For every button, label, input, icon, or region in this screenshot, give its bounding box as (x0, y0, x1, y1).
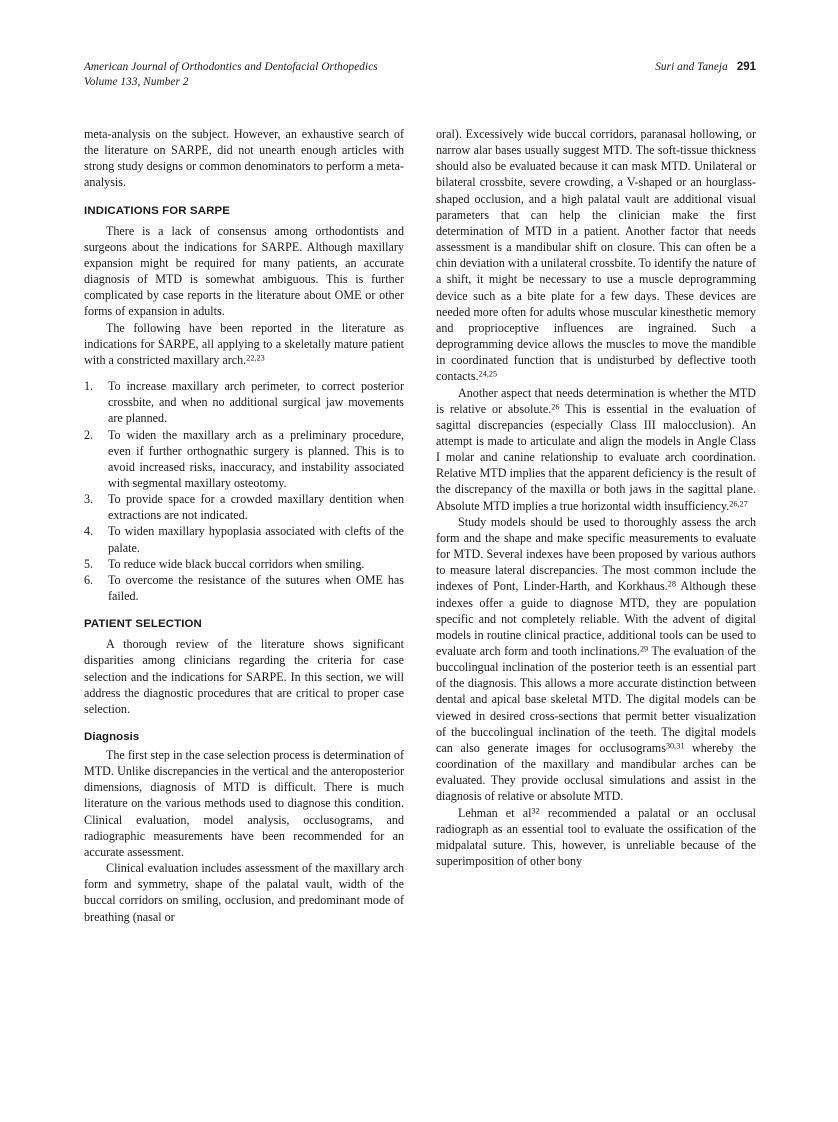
paragraph-study-text-2: Although these indexes offer a guide to diagnose MTD, they are population specific and not completely reliable. With the advent of digital models in routine clinical practice, additional tools can be used to evaluate arch form and tooth inclinations. (436, 579, 756, 658)
paragraph-following-text: The following have been reported in the literature as indications for SARPE, all applying to a skeletally mature patient with a constricted maxillary arch. (84, 320, 404, 367)
paragraph-lehman-text-1: Lehman et al (458, 805, 532, 820)
list-item: To increase maxillary arch perimeter, to correct posterior crossbite, and when no additional surgical jaw movements are planned. (108, 379, 404, 426)
paragraph-another-text-1: Another aspect that needs determination is whether the MTD is relative or absolute. (436, 385, 756, 416)
paragraph-study-text-4: whereby the coordination of the maxillary and mandibular arches can be evaluated. They provide occlusal simulations and assist in the diagnosis of relative or absolute MTD. (436, 740, 756, 804)
running-head-authors: Suri and Taneja (655, 61, 728, 73)
paragraph-another-text-2: This is essential in the evaluation of sagittal discrepancies (especially Class III malocclusion). An attempt is made to articulate and align the models in Angle Class I molar and canine relationship to evaluate arch coordination. Relative MTD implies that the apparent deficiency is the result of the discrepancy of the maxilla or both jaws in the sagittal plane. Absolute MTD implies a true horizontal width insufficiency. (436, 401, 756, 513)
paragraph-meta-analysis: meta-analysis on the subject. However, an exhaustive search of the literature on SARPE, did not unearth enough articles with strong study designs or common denominators to perform a meta-analysis. (84, 127, 404, 190)
paragraph-another-aspect (436, 385, 756, 514)
paragraph-lehman (436, 805, 756, 870)
paragraph-oral-text: oral). Excessively wide buccal corridors, paranasal hollowing, or narrow alar bases usually suggest MTD. The soft-tissue thickness should also be evaluated because it can mask MTD. Unilateral or bilateral crossbite, severe crowding, a V-shaped or an hourglass-shaped occlusion, and a high palatal vault are additional visual parameters that can help the clinician make the first determination of MTD in a patient. Another factor that needs assessment is a mandibular shift on closure. This can often be a chin deviation with a unilateral crossbite. To identify the nature of a shift, it might be necessary to use a muscle deprogramming device such as a bite plate for a few days. These devices are needed more often for adults whose muscular kinesthetic memory and proprioceptive influences are ingrained. Such a deprogramming device allows the muscles to move the mandible in coordinated function that is undisturbed by deflective tooth contacts. (436, 127, 756, 384)
paragraph-thorough-review: A thorough review of the literature shows significant disparities among clinicians regarding the criteria for case selection and the indications for SARPE. In this section, we will address the diagnostic procedures that are critical to proper case selection. (84, 637, 404, 716)
citation-28: 28 (667, 579, 676, 589)
paragraph-oral-continued (436, 126, 756, 385)
paragraph-first-step: The first step in the case selection process is determination of MTD. Unlike discrepancies in the vertical and the anteroposterior dimensions, diagnosis of MTD is difficult. There is much literature on the various methods used to diagnose this condition. Clinical evaluation, model analysis, occlusograms, and radiographic measurements have been recommended for an accurate assessment. (84, 748, 404, 859)
paragraph-study-text-1: Study models should be used to thoroughly assess the arch form and the shape and make specific measurements to evaluate for MTD. Several indexes have been proposed by various authors to measure lateral discrepancies. The most common include the indexes of Pont, Linder-Harth, and Korkhaus. (436, 514, 756, 594)
citation-29: 29 (639, 644, 649, 654)
journal-title: American Journal of Orthodontics and Dentofacial Orthopedics (84, 61, 378, 73)
list-item: To provide space for a crowded maxillary dentition when extractions are not indicated. (108, 492, 404, 523)
list-item: To reduce wide black buccal corridors when smiling. (108, 556, 365, 571)
running-head-journal (84, 60, 378, 90)
heading-patient-selection: PATIENT SELECTION (84, 618, 202, 631)
right-column (436, 126, 756, 925)
list-item: To overcome the resistance of the sutures when OME has failed. (108, 572, 404, 604)
citation-30-31: 30,31 (665, 741, 685, 751)
citation-26: 26 (551, 402, 560, 412)
list-item: To widen the maxillary arch as a preliminary procedure, even if further orthognathic surgery is planned. This is to avoid increased risks, inaccuracy, and instability associated with segmental maxillary osteotomy. (108, 427, 404, 490)
left-column (84, 126, 404, 925)
citation-22-23: 22,23 (246, 353, 265, 363)
paragraph-lehman-text-2: recommended a palatal or an occlusal radiograph as an essential tool to evaluate the ossification of the midpalatal suture. This, however, is unreliable because of the superimposition of other bony (436, 805, 756, 869)
running-head (84, 60, 756, 96)
citation-32: 32 (531, 806, 540, 816)
paragraph-following-reported (84, 320, 404, 368)
paragraph-consensus: There is a lack of consensus among orthodontists and surgeons about the indications for SARPE. Although maxillary expansion might be required for many patients, an accurate diagnosis of MTD is somewhat ambiguous. This is further complicated by case reports in the literature about OME or other forms of expansion in adults. (84, 223, 404, 319)
heading-diagnosis: Diagnosis (84, 731, 140, 743)
two-column-body (84, 126, 756, 925)
indications-list (84, 378, 404, 604)
paragraph-study-models (436, 514, 756, 805)
paragraph-study-text-3: The evaluation of the buccolingual inclination of the posterior teeth is an essential part of the diagnosis. This allows a more accurate distinction between dental and apical base skeletal MTD. The digital models can be viewed in desired cross-sections that permit better visualization of the buccolingual inclination of the teeth. The digital models can also generate images for occlusograms (436, 644, 756, 755)
running-head-authors-page (655, 60, 756, 75)
paragraph-clinical-evaluation: Clinical evaluation includes assessment of the maxillary arch form and symmetry, shape of the palatal vault, width of the buccal corridors on smiling, occlusion, and predominant mode of breathing (nasal or (84, 861, 404, 924)
page-number: 291 (736, 61, 756, 73)
citation-26-27: 26,27 (729, 499, 748, 509)
heading-indications-for-sarpe: INDICATIONS FOR SARPE (84, 204, 230, 217)
list-item: To widen maxillary hypoplasia associated with clefts of the palate. (108, 524, 404, 555)
journal-volume-issue: Volume 133, Number 2 (84, 76, 189, 88)
citation-24-25: 24,25 (478, 369, 498, 379)
